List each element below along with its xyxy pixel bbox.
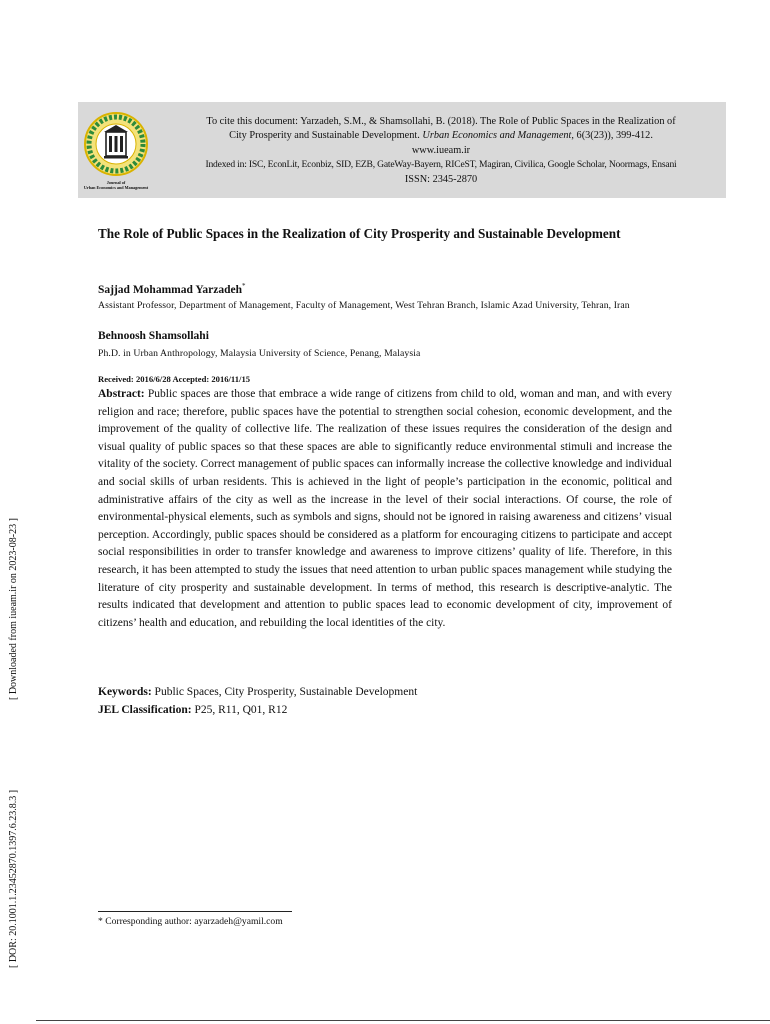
cite-line-1: To cite this document: Yarzadeh, S.M., & Shamsollahi, B. (2018). The Role of Public Spaces in the Realization of: [206, 116, 676, 127]
logo-caption-line1: Journal of: [106, 180, 126, 185]
keywords: [98, 686, 417, 698]
cite-line-2: [158, 129, 724, 143]
author-1: [98, 282, 245, 296]
logo-caption-line2: Urban Economics and Management: [83, 185, 149, 190]
journal-website[interactable]: www.iueam.ir: [411, 144, 471, 156]
journal-name: Urban Economics and Management: [422, 130, 572, 142]
keywords-label: Keywords:: [98, 686, 152, 698]
corresponding-author-footnote: * Corresponding author: ayarzadeh@yamil.com: [98, 916, 283, 927]
affiliation-1: Assistant Professor, Department of Management, Faculty of Management, West Tehran Branch, Islamic Azad University, Tehran, Iran: [98, 300, 630, 311]
affiliation-2: Ph.D. in Urban Anthropology, Malaysia University of Science, Penang, Malaysia: [98, 348, 421, 359]
cite-line-2b: , 6(3(23)), 399-412.: [571, 130, 653, 142]
author-2: Behnoosh Shamsollahi: [98, 330, 209, 342]
keywords-text: Public Spaces, City Prosperity, Sustainable Development: [151, 686, 418, 698]
jel-text: P25, R11, Q01, R12: [191, 704, 288, 716]
author-1-mark: *: [241, 282, 246, 290]
issn: ISSN: 2345-2870: [404, 173, 478, 185]
paper-title: The Role of Public Spaces in the Realization of City Prosperity and Sustainable Development: [98, 226, 621, 241]
jel-label: JEL Classification:: [98, 704, 192, 716]
page-bottom-divider: [36, 1020, 770, 1021]
author-1-name: Sajjad Mohammad Yarzadeh: [98, 283, 242, 296]
received-accepted-dates: Received: 2016/6/28 Accepted: 2016/11/15: [98, 374, 251, 384]
jel-classification: [98, 704, 287, 716]
indexed-in: Indexed in: ISC, EconLit, Econbiz, SID, EZB, GateWay-Bayern, RICeST, Magiran, Civilica, Google Scholar, Noormags, Ensani: [205, 159, 677, 171]
citation-text: [158, 115, 724, 187]
dor-note: [ DOR: 20.1001.1.23452870.1397.6.23.8.3 ]: [8, 789, 19, 968]
cite-line-2a: City Prosperity and Sustainable Development.: [229, 130, 423, 142]
footnote-divider: [98, 911, 292, 912]
download-note: [ Downloaded from iueam.ir on 2023-08-23 ]: [8, 518, 19, 700]
abstract-body: Public spaces are those that embrace a wide range of citizens from child to old, woman and man, and with every religion and race; therefore, public spaces have the potential to strengthen social cohesion, economic development, and the improvement of the quality of collective life. The realization of these issues requires the consideration of the design and visual quality of public spaces so that these spaces are able to significantly reduce environmental stimuli and increase the vitality of the society. Correct management of public spaces can informally increase the collective knowledge and individual and social skills of urban residents. This is achieved in the light of people’s participation in the economic, political and administrative affairs of the city as well as the increase in the level of their social interactions. Of course, the role of environmental-physical elements, such as symbols and signs, should not be ignored in raising awareness and citizens’ visual perception. Accordingly, public spaces should be considered as a platform for encouraging citizens to participate and accept social responsibilities in order to transfer knowledge and awareness to improve citizens’ quality of life. Therefore, in this research, it has been attempted to study the issues that need attention to urban public spaces management while studying the literature of city prosperity and sustainable development. In terms of method, this research is descriptive-analytic. The results indicated that development and attention to public spaces lead to economic development of city, improvement of citizens’ health and education, and rebuilding the local identities of the city.: [98, 388, 672, 629]
abstract-label: Abstract:: [98, 388, 145, 400]
abstract: [98, 386, 672, 632]
logo-caption: [78, 180, 154, 190]
